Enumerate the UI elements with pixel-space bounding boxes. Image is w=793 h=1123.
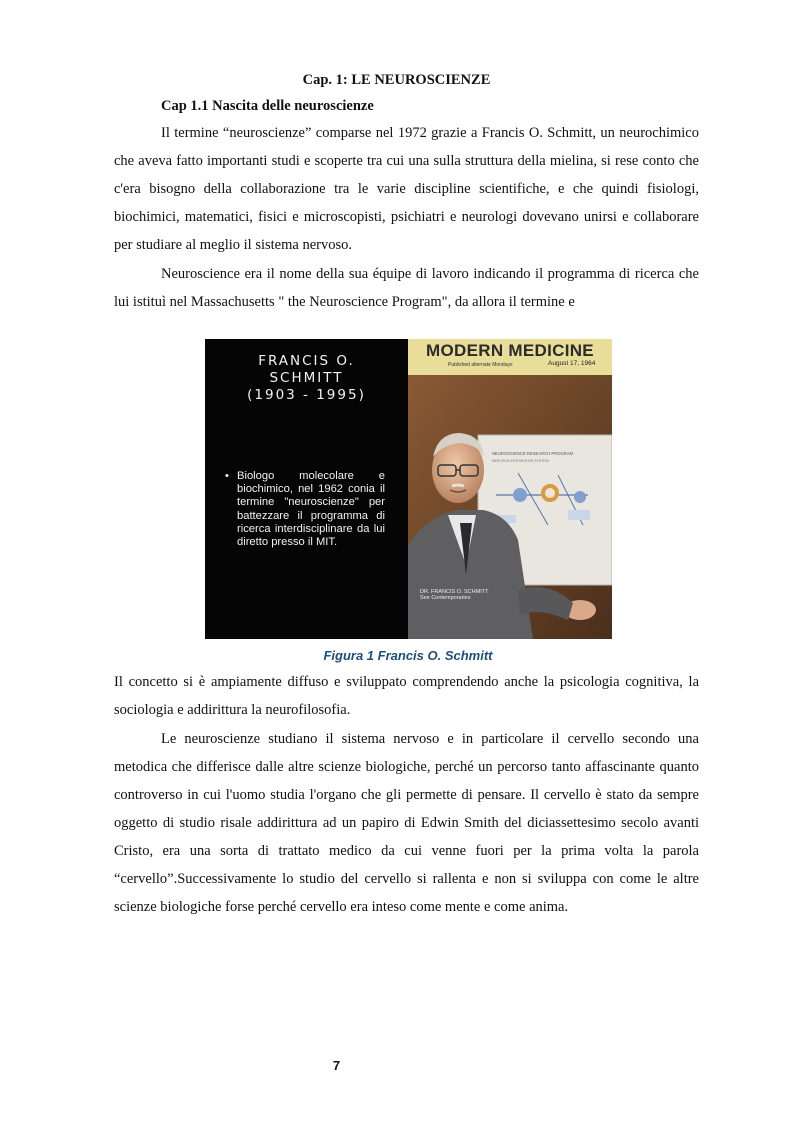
- paragraph-2: Neuroscience era il nome della sua équipe di lavoro indicando il programma di ricerca che lui istituì nel Massachusetts " the Neuroscience Program", da allora il termine e: [114, 266, 699, 310]
- slide-title: [205, 353, 408, 404]
- page-number: 7: [332, 1058, 341, 1073]
- paragraph-3: Il concetto si è ampiamente diffuso e sviluppato comprendendo anche la psicologia cognitiva, la sociologia e addirittura la neurofilosofia.: [114, 674, 699, 718]
- slide-bullet-text: Biologo molecolare e biochimico, nel 1962 conia il termine "neuroscienze" per battezzare il programma di ricerca interdisciplinare da lui diretto presso il MIT.: [237, 470, 385, 549]
- cover-date: August 17, 1964: [548, 360, 596, 367]
- figure-image: [205, 339, 612, 639]
- cover-caption-line: See Contemporaries: [420, 595, 471, 601]
- cover-subtitle: Published alternate Mondays: [448, 362, 513, 368]
- poster-line: NEUROSCIENCE RESEARCH PROGRAM: [492, 451, 573, 456]
- paragraph-4: Le neuroscienze studiano il sistema nervoso e in particolare il cervello secondo una metodica che differisce dalle altre scienze biologiche, perché un percorso tanto affascinante quanto controverso in cui l'uomo studia l'organo che gli permette di pensare. Il cervello è stato da sempre oggetto di studio risale addirittura ad un papiro di Edwin Smith del diciassettesimo secolo avanti Cristo, era una sorta di trattato medico da cui venne fuori per la prima volta la parola “cervello”.Successivamente lo studio del cervello si rallenta e non si sviluppa con come le altre scienze biologiche forse perché cervello era inteso come mente e come anima.: [114, 731, 699, 915]
- slide-panel: [205, 339, 408, 639]
- chapter-title: Cap. 1: LE NEUROSCIENZE: [302, 72, 491, 88]
- slide-bullet: [225, 470, 385, 549]
- paragraph-1: Il termine “neuroscienze” comparse nel 1972 grazie a Francis O. Schmitt, un neurochimico che aveva fatto importanti studi e scoperte tra cui una sulla struttura della mielina, si rese conto che c'era bisogno della collaborazione tra le varie discipline scientifiche, e che quindi fisiologi, biochimici, matematici, fisici e microscopisti, psichiatri e neurologi dovevano unirsi e collaborare per studiare al meglio il sistema nervoso.: [114, 125, 699, 253]
- cover-caption: [420, 589, 488, 601]
- bullet-icon: •: [225, 470, 229, 482]
- cover-caption-line: DR. FRANCIS O. SCHMITT: [420, 589, 489, 595]
- magazine-cover: [408, 339, 612, 639]
- cover-title: MODERN MEDICINE: [426, 341, 594, 360]
- slide-title-line: SCHMITT: [269, 370, 344, 386]
- figure-caption: Figura 1 Francis O. Schmitt: [323, 648, 493, 663]
- section-title: Cap 1.1 Nascita delle neuroscienze: [161, 98, 374, 114]
- slide-title-line: FRANCIS O.: [258, 353, 355, 369]
- cover-masthead: [408, 339, 612, 375]
- poster-line: NERVOUS INTEGRATIVE SYSTEM: [492, 459, 549, 463]
- slide-title-line: (1903 - 1995): [247, 387, 366, 403]
